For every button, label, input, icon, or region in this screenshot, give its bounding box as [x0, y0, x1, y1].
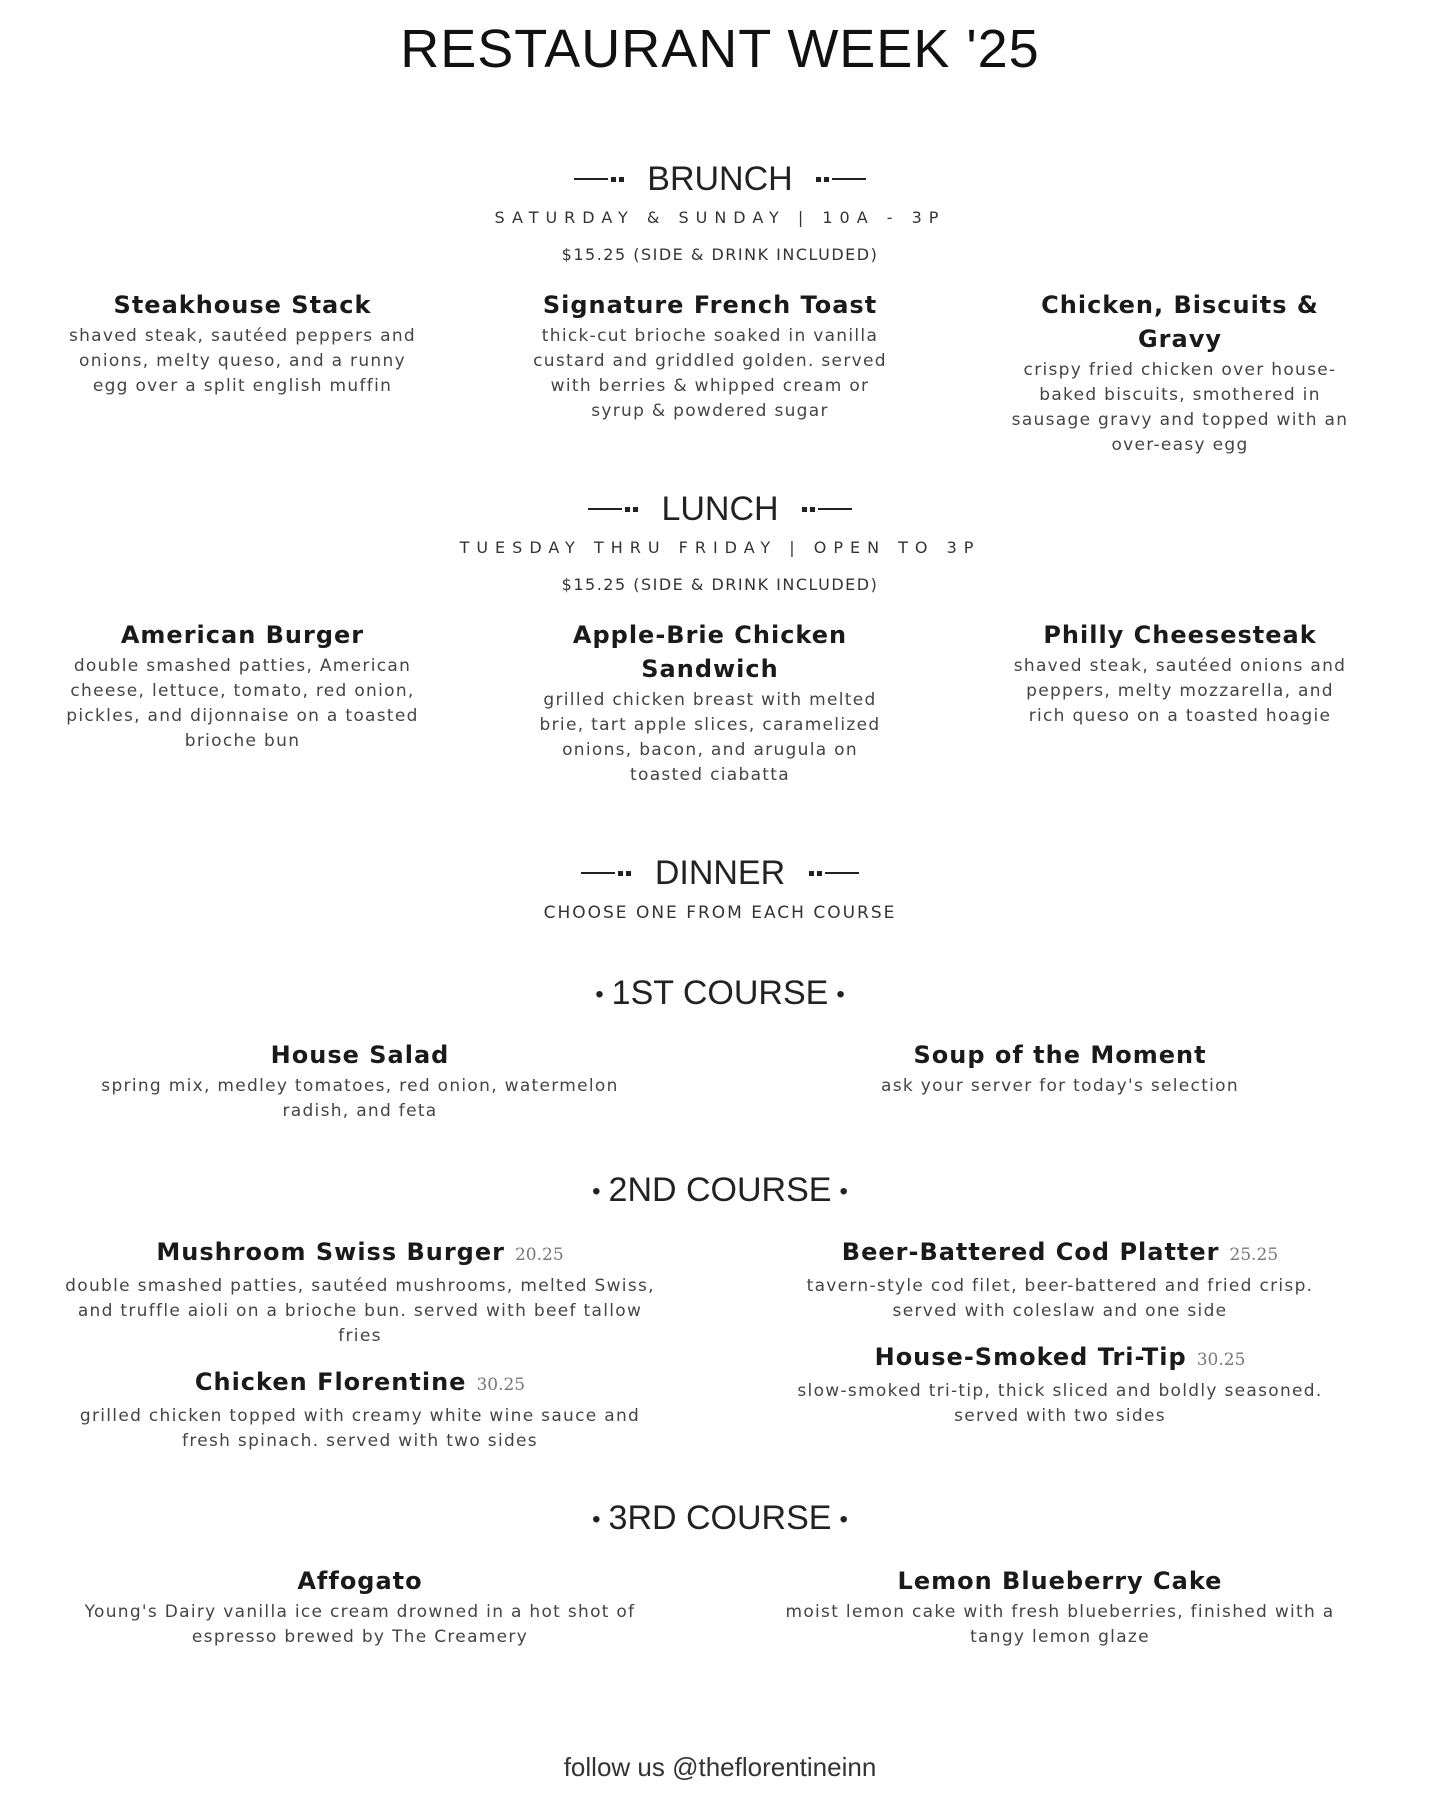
item-desc: grilled chicken topped with creamy white wine sauce and fresh spinach. served with two sides	[79, 1406, 641, 1451]
item-desc: shaved steak, sautéed peppers and onions, melty queso, and a runny egg over a split english muffin	[68, 326, 417, 396]
course1-heading-label: 1ST COURSE	[611, 974, 829, 1012]
item-price: 20.25	[514, 1245, 564, 1265]
brunch-heading-label: BRUNCH	[647, 159, 793, 198]
item-desc: crispy fried chicken over house-baked biscuits, smothered in sausage gravy and topped with an over-easy egg	[1011, 360, 1349, 455]
item-desc: thick-cut brioche soaked in vanilla custard and griddled golden. served with berries & whipped cream or syrup & powdered sugar	[533, 326, 887, 421]
course2-heading: • 2ND COURSE •	[592, 1171, 848, 1209]
lunch-item	[539, 618, 881, 788]
item-price: 30.25	[476, 1375, 526, 1395]
item-desc: double smashed patties, sautéed mushrooms, melted Swiss, and truffle aioli on a brioche bun. served with beef tallow fries	[65, 1276, 655, 1346]
course2-item	[780, 1235, 1340, 1324]
item-name: Chicken Florentine	[194, 1368, 467, 1396]
item-name: Mushroom Swiss Burger	[156, 1238, 505, 1266]
item-name: House Salad	[270, 1041, 450, 1069]
brunch-item	[530, 288, 890, 424]
item-desc: slow-smoked tri-tip, thick sliced and boldly seasoned. served with two sides	[797, 1381, 1323, 1426]
item-price: 30.25	[1196, 1350, 1246, 1370]
course3-item	[770, 1564, 1350, 1650]
lunch-heading-label: LUNCH	[661, 489, 779, 528]
item-desc: shaved steak, sautéed onions and peppers, melty mozzarella, and rich queso on a toasted hoagie	[1013, 656, 1347, 726]
brunch-item	[1005, 288, 1355, 458]
social-handle: follow us @theflorentineinn	[563, 1752, 877, 1782]
course2-heading-label: 2ND COURSE	[608, 1171, 832, 1209]
item-desc: spring mix, medley tomatoes, red onion, watermelon radish, and feta	[101, 1076, 619, 1121]
item-name: Soup of the Moment	[913, 1041, 1207, 1069]
item-name: Signature French Toast	[542, 291, 878, 319]
item-name: American Burger	[120, 621, 365, 649]
item-name: Apple-Brie Chicken Sandwich	[572, 621, 848, 683]
course2-item	[60, 1365, 660, 1454]
course1-item	[80, 1038, 640, 1124]
item-desc: ask your server for today's selection	[881, 1076, 1239, 1096]
course1-heading: • 1ST COURSE •	[595, 974, 845, 1012]
item-desc: moist lemon cake with fresh blueberries, finished with a tangy lemon glaze	[785, 1602, 1335, 1647]
item-name: House-Smoked Tri-Tip	[874, 1343, 1187, 1371]
course2-item	[780, 1340, 1340, 1429]
item-name: Beer-Battered Cod Platter	[841, 1238, 1220, 1266]
lunch-heading	[0, 488, 1440, 529]
course3-item	[60, 1564, 660, 1650]
course1-item	[810, 1038, 1310, 1099]
item-price: 25.25	[1229, 1245, 1279, 1265]
lunch-item	[60, 618, 425, 754]
lunch-item	[1005, 618, 1355, 729]
dinner-heading	[0, 852, 1440, 893]
course3-heading: • 3RD COURSE •	[592, 1499, 848, 1537]
brunch-item	[60, 288, 425, 399]
course3-heading-label: 3RD COURSE	[608, 1499, 832, 1537]
item-desc: tavern-style cod filet, beer-battered and fried crisp. served with coleslaw and one side	[806, 1276, 1314, 1321]
page-title: RESTAURANT WEEK '25	[400, 19, 1040, 79]
lunch-schedule: TUESDAY THRU FRIDAY | OPEN TO 3P	[459, 538, 981, 557]
item-desc: Young's Dairy vanilla ice cream drowned in a hot shot of espresso brewed by The Creamery	[84, 1602, 636, 1647]
brunch-price: $15.25 (SIDE & DRINK INCLUDED)	[561, 245, 879, 264]
item-name: Affogato	[297, 1567, 423, 1595]
item-name: Chicken, Biscuits & Gravy	[1041, 291, 1319, 353]
item-name: Lemon Blueberry Cake	[897, 1567, 1223, 1595]
item-name: Steakhouse Stack	[113, 291, 372, 319]
item-desc: grilled chicken breast with melted brie, tart apple slices, caramelized onions, bacon, and arugula on toasted ciabatta	[539, 690, 881, 785]
item-desc: double smashed patties, American cheese, lettuce, tomato, red onion, pickles, and dijonnaise on a toasted brioche bun	[66, 656, 419, 751]
dinner-instructions: CHOOSE ONE FROM EACH COURSE	[543, 903, 897, 923]
lunch-price: $15.25 (SIDE & DRINK INCLUDED)	[561, 575, 879, 594]
brunch-heading	[0, 158, 1440, 199]
dinner-heading-label: DINNER	[654, 853, 786, 892]
brunch-schedule: SATURDAY & SUNDAY | 10A - 3P	[494, 208, 946, 227]
course2-item	[60, 1235, 660, 1349]
item-name: Philly Cheesesteak	[1043, 621, 1317, 649]
